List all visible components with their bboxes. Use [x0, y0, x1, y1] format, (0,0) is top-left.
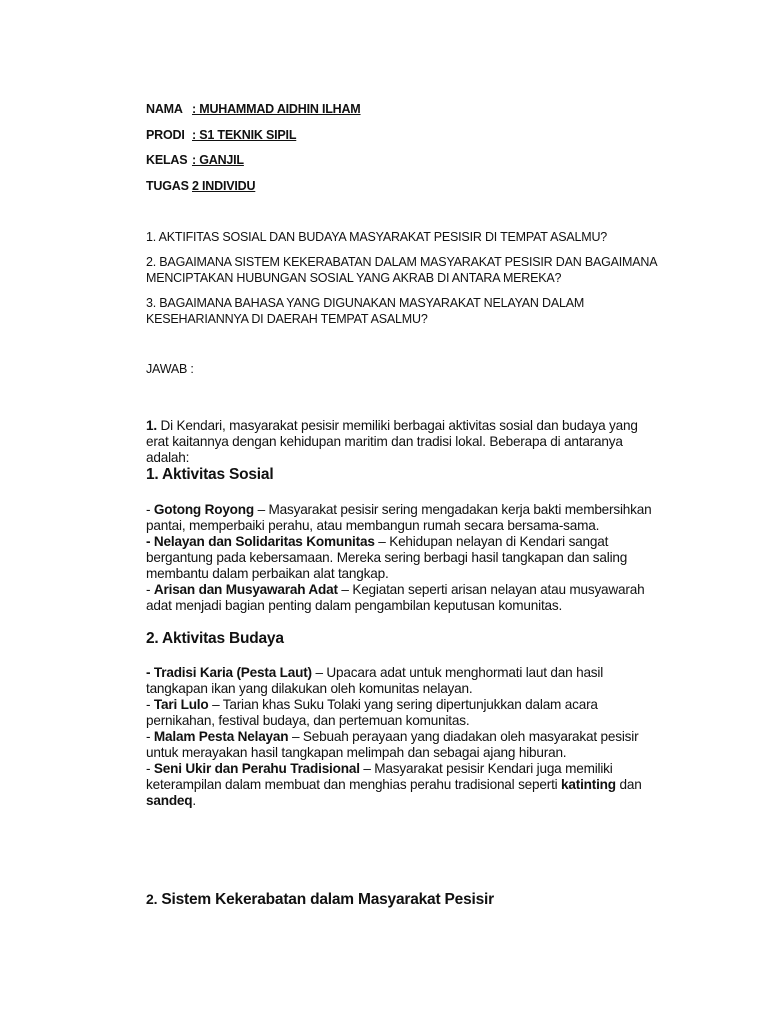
- section-2-list: [146, 665, 662, 809]
- section-3-number: 2.: [146, 891, 158, 907]
- item-desc: – Tarian khas Suku Tolaki yang sering dipertunjukkan dalam acara pernikahan, festival budaya, dan pertemuan komunitas.: [146, 697, 598, 728]
- item-prefix: -: [146, 502, 154, 517]
- list-item: [146, 582, 662, 614]
- nama-line: [146, 102, 361, 116]
- item-desc: – Sebuah perayaan yang diadakan oleh masyarakat pesisir untuk merayakan hasil tangkapan melimpah dan sebagai ajang hiburan.: [146, 729, 639, 760]
- list-item: [146, 534, 662, 582]
- nama-value: : MUHAMMAD AIDHIN ILHAM: [192, 102, 361, 116]
- item-mid: dan: [615, 777, 642, 792]
- item-term: - Tradisi Karia (Pesta Laut): [146, 665, 312, 680]
- item-desc: – Upacara adat untuk menghormati laut dan hasil tangkapan ikan yang dilakukan oleh komunitas nelayan.: [146, 665, 604, 696]
- kelas-value: : GANJIL: [192, 153, 244, 167]
- section-3-title: Sistem Kekerabatan dalam Masyarakat Pesisir: [157, 891, 494, 908]
- question-1: 1. AKTIFITAS SOSIAL DAN BUDAYA MASYARAKAT PESISIR DI TEMPAT ASALMU?: [146, 230, 608, 244]
- question-2: 2. BAGAIMANA SISTEM KEKERABATAN DALAM MASYARAKAT PESISIR DAN BAGAIMANA MENCIPTAKAN HUBUNGAN SOSIAL YANG AKRAB DI ANTARA MEREKA?: [146, 255, 657, 285]
- item-term: Gotong Royong: [153, 502, 254, 517]
- nama-label: NAMA: [146, 102, 183, 116]
- item-term: - Nelayan dan Solidaritas Komunitas: [146, 534, 375, 549]
- section-2-heading: 2. Aktivitas Budaya: [146, 630, 284, 647]
- item-prefix: -: [146, 761, 154, 776]
- item-end: .: [192, 793, 196, 808]
- tugas-line: [146, 179, 255, 193]
- item-term: Tari Lulo: [153, 697, 209, 712]
- kelas-line: [146, 153, 244, 167]
- section-1-heading: 1. Aktivitas Sosial: [146, 466, 274, 483]
- item-term-katinting: katinting: [561, 777, 616, 792]
- item-prefix: -: [146, 729, 154, 744]
- intro-paragraph: [146, 418, 662, 466]
- section-1-list: [146, 502, 662, 614]
- item-term: Arisan dan Musyawarah Adat: [153, 582, 338, 597]
- section-3-heading: [146, 891, 494, 909]
- intro-text: Di Kendari, masyarakat pesisir memiliki berbagai aktivitas sosial dan budaya yang erat kaitannya dengan kehidupan maritim dan tradisi lokal. Beberapa di antaranya adalah:: [146, 418, 638, 465]
- question-3: 3. BAGAIMANA BAHASA YANG DIGUNAKAN MASYARAKAT NELAYAN DALAM KESEHARIANNYA DI DAERAH TEMPAT ASALMU?: [146, 296, 585, 326]
- item-term: Malam Pesta Nelayan: [153, 729, 289, 744]
- prodi-value: : S1 TEKNIK SIPIL: [192, 128, 297, 142]
- list-item: [146, 729, 662, 761]
- tugas-value: 2 INDIVIDU: [192, 179, 256, 193]
- list-item: [146, 502, 662, 534]
- prodi-line: [146, 128, 296, 142]
- item-desc: – Kehidupan nelayan di Kendari sangat bergantung pada kebersamaan. Mereka sering berbagi hasil tangkapan dan saling membantu dalam perbaikan alat tangkap.: [146, 534, 628, 581]
- tugas-label: TUGAS: [146, 179, 189, 193]
- prodi-label: PRODI: [146, 128, 185, 142]
- jawab-label: JAWAB :: [146, 362, 194, 376]
- item-desc: – Kegiatan seperti arisan nelayan atau musyawarah adat menjadi bagian penting dalam pengambilan keputusan komunitas.: [146, 582, 645, 613]
- intro-number: 1.: [146, 418, 157, 433]
- item-term-sandeq: sandeq: [146, 793, 193, 808]
- kelas-label: KELAS: [146, 153, 188, 167]
- item-prefix: -: [146, 697, 154, 712]
- list-item: [146, 761, 662, 809]
- item-desc: – Masyarakat pesisir sering mengadakan kerja bakti membersihkan pantai, memperbaiki perahu, atau membangun rumah secara bersama-sama.: [146, 502, 652, 533]
- list-item: [146, 697, 662, 729]
- item-prefix: -: [146, 582, 154, 597]
- list-item: [146, 665, 662, 697]
- item-desc: – Masyarakat pesisir Kendari juga memiliki keterampilan dalam membuat dan menghias perahu tradisional seperti: [146, 761, 613, 792]
- item-term: Seni Ukir dan Perahu Tradisional: [153, 761, 360, 776]
